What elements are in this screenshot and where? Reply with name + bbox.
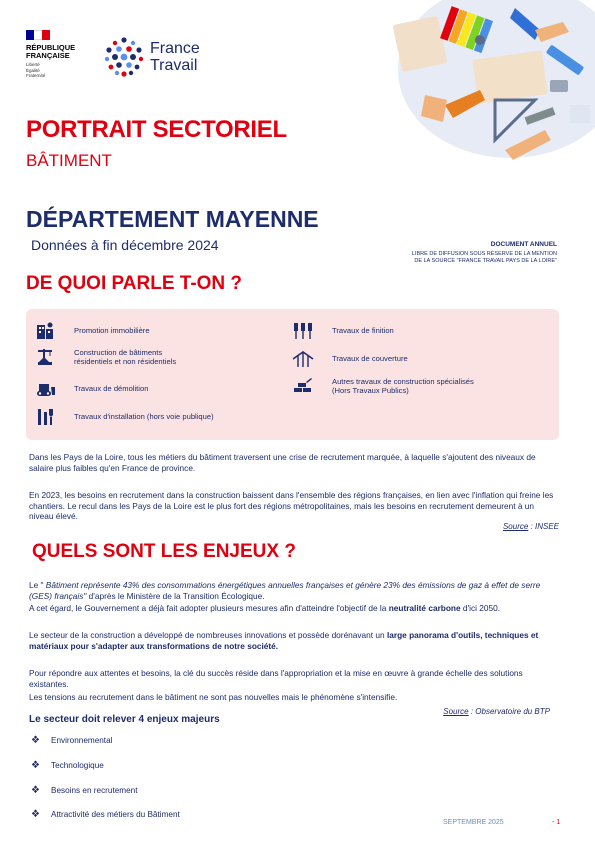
building-promotion-icon — [34, 321, 56, 341]
source-value: : INSEE — [528, 522, 559, 531]
activity-label: Travaux de démolition — [74, 384, 149, 394]
department-title: DÉPARTEMENT MAYENNE — [26, 206, 319, 232]
activities-panel — [26, 309, 559, 440]
section-heading-what: DE QUOI PARLE T-ON ? — [26, 273, 243, 294]
activity-label: Travaux de finition — [332, 326, 394, 336]
republique-francaise-logo — [26, 30, 96, 79]
rf-name: RÉPUBLIQUE FRANÇAISE — [26, 43, 76, 60]
activity-item — [34, 347, 176, 367]
ft-name-line2: Travail — [150, 57, 198, 74]
activity-item — [34, 407, 214, 427]
source-label: Source — [443, 707, 469, 716]
issues-paragraph-5: Les tensions au recrutement dans le bâtiment ne sont pas nouvelles mais le phénomène s'intensifie. — [29, 692, 398, 702]
issues-paragraph-4: Pour répondre aux attentes et besoins, la clé du succès réside dans l'appropriation et la mise en œuvre à grande échelle des solutions existantes. — [29, 668, 523, 689]
intro-paragraph-2: En 2023, les besoins en recrutement dans la construction baissent dans l'ensemble des régions françaises, en lien avec l'inflation qui freine les chantiers. Le recul dans les Pays de la Loire est le plus fort des régions métropolitaines, mais les besoins en recrutement demeurent à un niveau élevé. — [29, 490, 554, 522]
france-travail-logo — [103, 36, 200, 78]
issue-label: Environnemental — [51, 736, 113, 745]
data-date-note: Données à fin décembre 2024 — [31, 237, 219, 253]
source-label: Source — [502, 522, 529, 531]
bulldozer-icon — [34, 379, 56, 399]
doc-note-line2: LIBRE DE DIFFUSION SOUS RÉSERVE DE LA MENTION — [411, 251, 557, 257]
issue-item — [31, 809, 180, 820]
issues-q3-bold: large panorama d'outils, techniques et matériaux pour s'adapter aux transformations de notre société. — [29, 630, 539, 651]
activity-item — [292, 376, 474, 396]
issues-list-heading: Le secteur doit relever 4 enjeux majeurs — [29, 714, 220, 725]
issues-paragraph-3 — [29, 630, 559, 651]
activity-item — [292, 349, 408, 369]
source-value: : Observatoire du BTP — [468, 707, 550, 716]
ft-name-line1: France — [150, 40, 200, 57]
issues-q1-quote: Bâtiment représente 43% des consommations énergétiques annuelles françaises et génère 23% des émissions de gaz à effet de serre (GES) français" — [29, 580, 541, 601]
page-number: - 1 — [552, 819, 561, 826]
doc-note-line1: DOCUMENT ANNUEL — [490, 241, 557, 248]
issues-paragraph-1 — [29, 580, 559, 601]
installation-tools-icon — [34, 407, 56, 427]
activity-item — [34, 379, 148, 399]
issue-item — [31, 760, 104, 771]
issue-label: Technologique — [51, 761, 104, 770]
bricks-icon — [292, 376, 314, 396]
issues-q2-bold: neutralité carbone — [388, 603, 461, 613]
intro-paragraph-1: Dans les Pays de la Loire, tous les métiers du bâtiment traversent une crise de recrutement marquée, à laquelle s'ajoutent des niveaux de salaire plus faibles qu'en France de province. — [29, 452, 536, 473]
crane-icon — [34, 347, 56, 367]
doc-note-line3: DE LA SOURCE "FRANCE TRAVAIL PAYS DE LA LOIRE" — [414, 258, 557, 264]
activity-item — [34, 321, 150, 341]
document-notice — [412, 241, 557, 265]
diamond-bullet-icon: ❖ — [31, 760, 40, 771]
intro-source — [503, 522, 559, 531]
activity-item — [292, 321, 394, 341]
activity-label: Travaux d'installation (hors voie publique) — [74, 412, 214, 422]
finishing-tools-icon — [292, 321, 314, 341]
construction-tools-illustration — [385, 0, 595, 165]
issue-item — [31, 735, 112, 746]
issues-q2-pre: A cet égard, le Gouvernement a déjà fait adopter plusieurs mesures afin d'atteindre l'objectif de la — [29, 603, 389, 613]
roof-icon — [292, 349, 314, 369]
issues-q1-pre: Le " — [29, 580, 46, 590]
issue-label: Attractivité des métiers du Bâtiment — [51, 810, 180, 819]
diamond-bullet-icon: ❖ — [31, 785, 40, 796]
issues-q1-post: d'après le Ministère de la Transition Écologique. — [86, 590, 265, 601]
marianne-flag-icon — [26, 30, 50, 40]
france-travail-dots-icon — [103, 36, 145, 78]
issue-item — [31, 785, 137, 796]
activity-label: Autres travaux de construction spécialisés (Hors Travaux Publics) — [332, 376, 474, 395]
issues-source — [443, 707, 550, 716]
page-title: PORTRAIT SECTORIEL — [26, 116, 287, 143]
issues-paragraph-2 — [29, 603, 559, 614]
footer-date: SEPTEMBRE 2025 — [443, 819, 504, 826]
issues-q3-pre: Le secteur de la construction a développé de nombreuses innovations et possède dorénavant un — [29, 630, 387, 640]
diamond-bullet-icon: ❖ — [31, 735, 40, 746]
activity-label: Promotion immobilière — [74, 326, 150, 336]
issue-label: Besoins en recrutement — [51, 786, 138, 795]
issues-q2-post: d'ici 2050. — [460, 603, 501, 613]
section-heading-issues: QUELS SONT LES ENJEUX ? — [32, 541, 296, 562]
diamond-bullet-icon: ❖ — [31, 809, 40, 820]
activity-label: Construction de bâtiments résidentiels et non résidentiels — [74, 347, 177, 366]
activity-label: Travaux de couverture — [332, 354, 408, 364]
rf-motto: Liberté Égalité Fraternité — [26, 62, 46, 78]
page-subtitle: BÂTIMENT — [26, 151, 112, 170]
france-travail-wordmark — [150, 40, 200, 74]
